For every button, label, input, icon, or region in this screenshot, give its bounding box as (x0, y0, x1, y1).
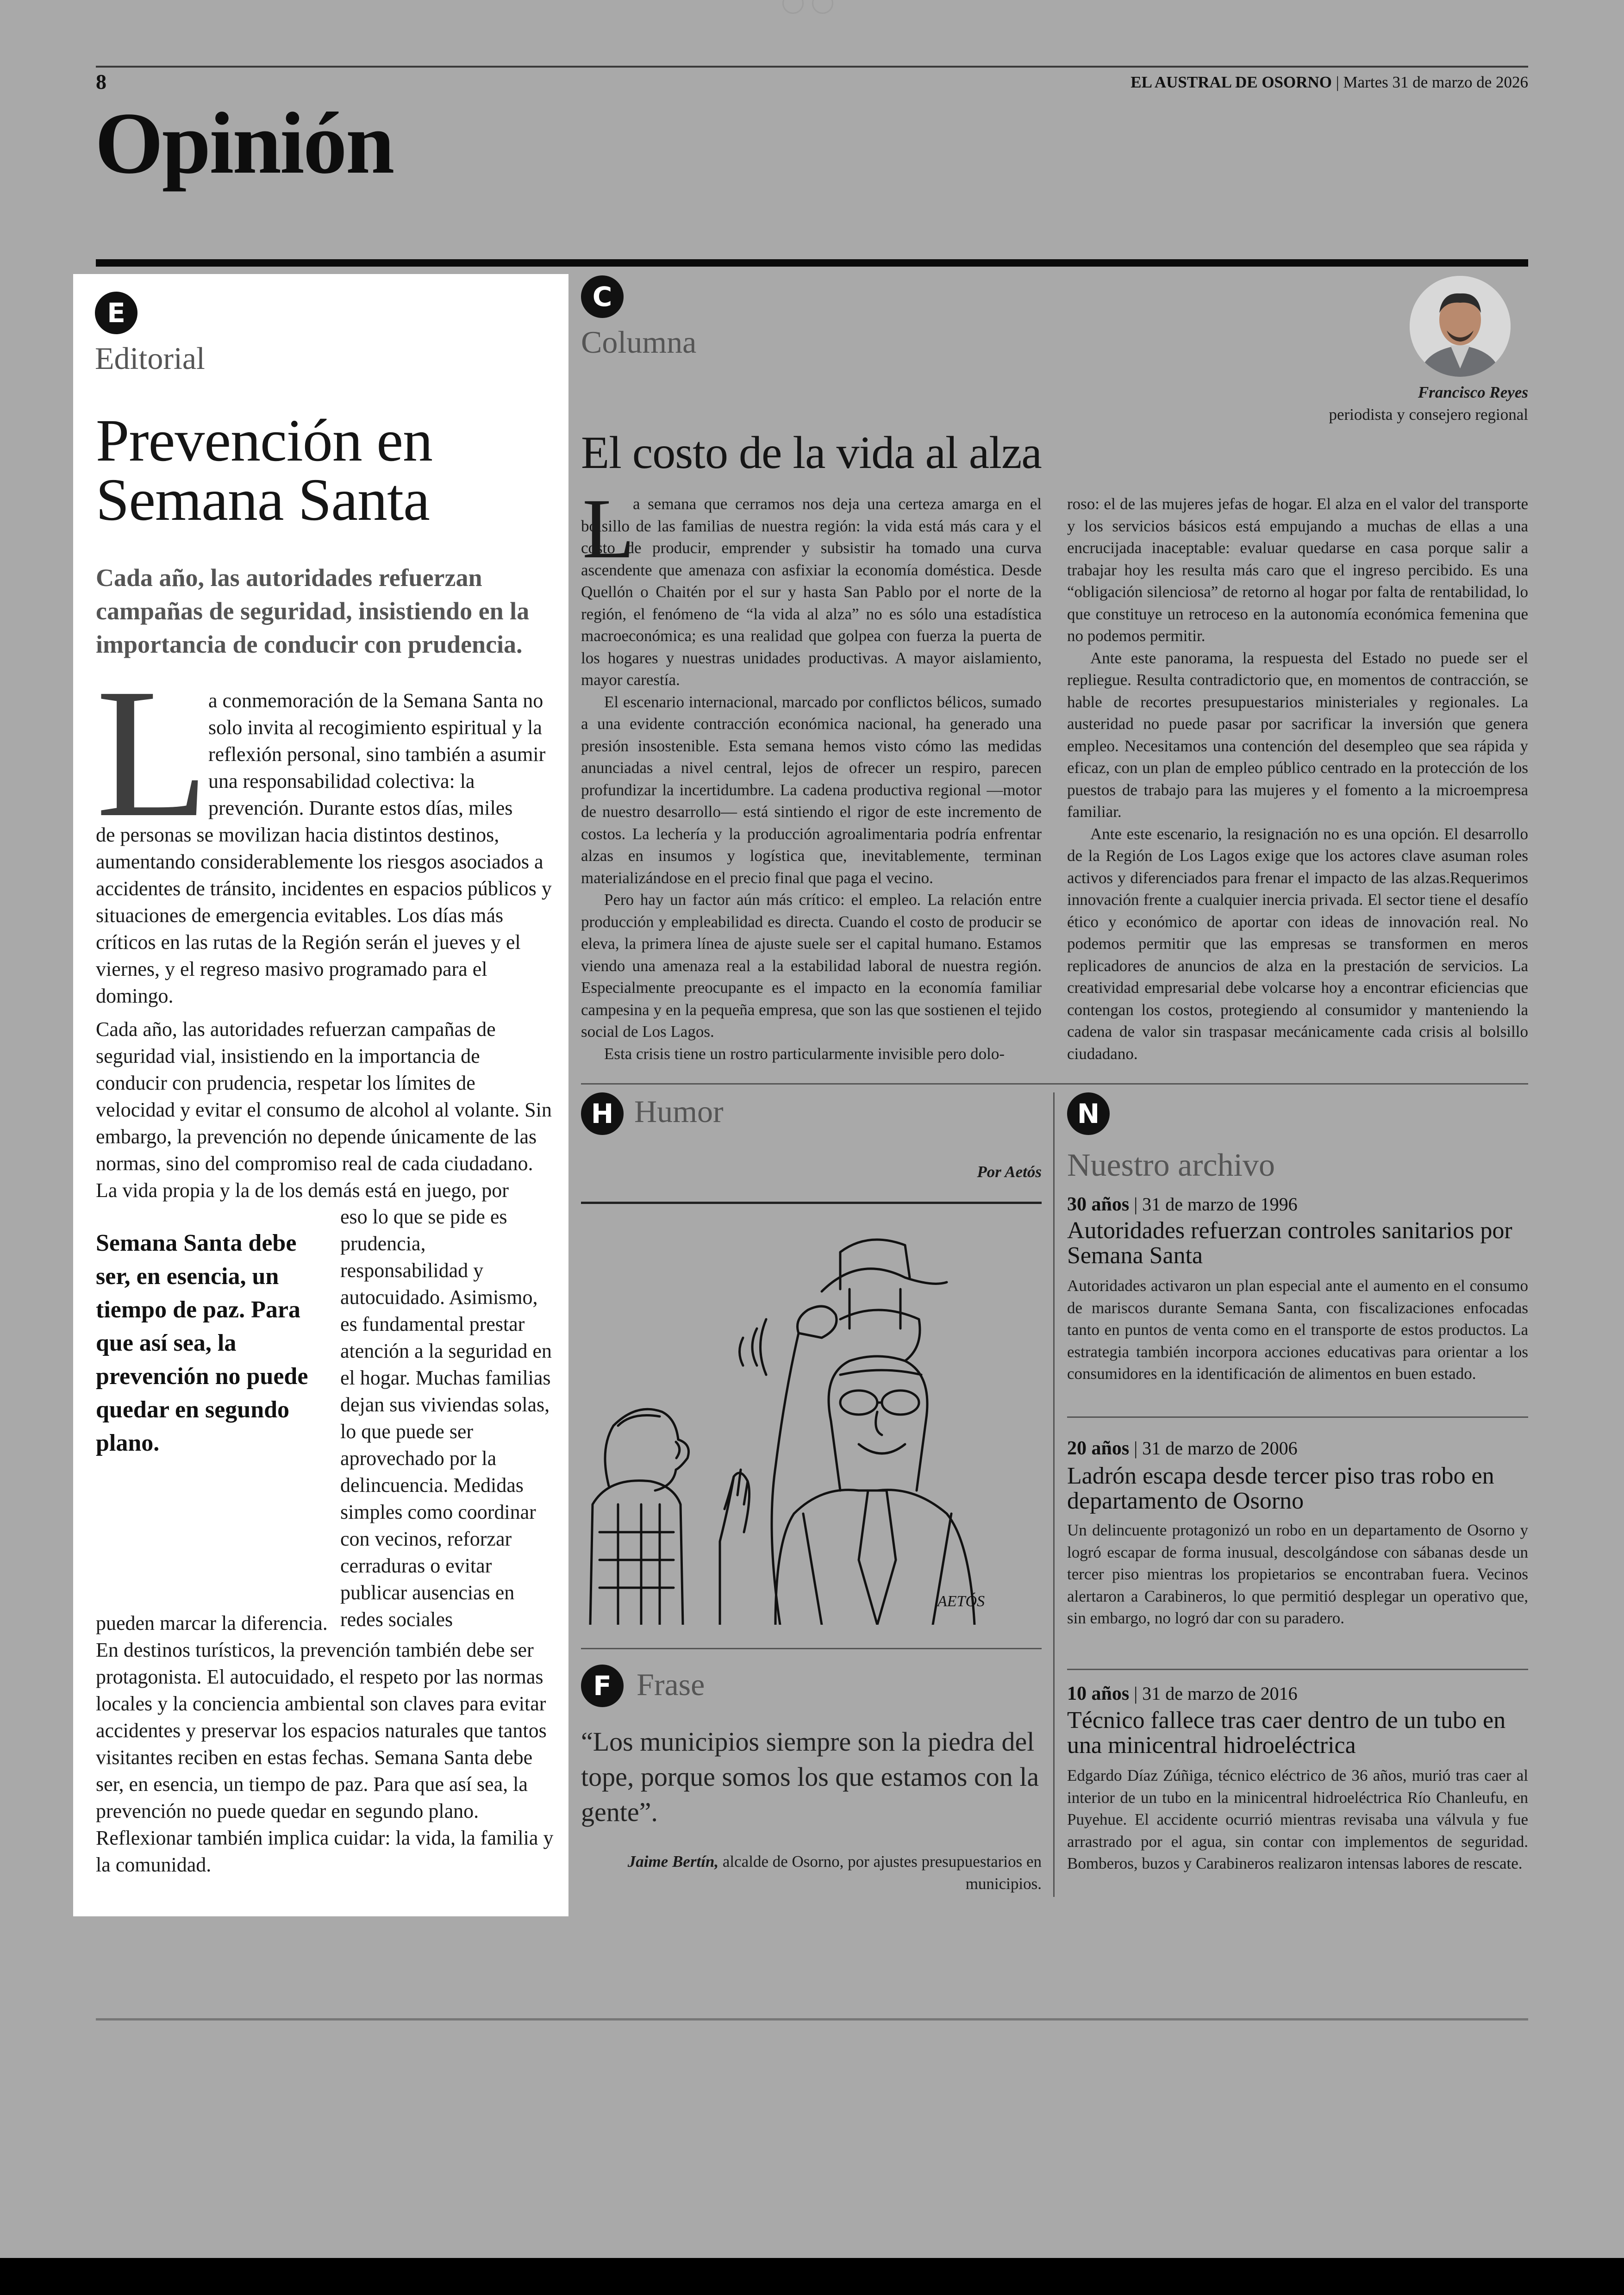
archive-item-3-title: Técnico fallece tras caer dentro de un tubo en una minicentral hidroeléctrica (1067, 1707, 1506, 1759)
viewer-bottom-bar (0, 2258, 1624, 2295)
frase-rule (581, 1648, 1042, 1649)
issue-date: Martes 31 de marzo de 2026 (1343, 73, 1528, 91)
viewer-controls[interactable] (782, 0, 843, 12)
column-dropcap: L (582, 481, 635, 576)
cartoon-signature: AETÓS (937, 1593, 985, 1610)
archive-item-years (1067, 1683, 1298, 1705)
section-rule (96, 259, 1528, 267)
archive-item-2-years: 20 años (1067, 1438, 1130, 1459)
author-photo (1410, 276, 1511, 377)
humor-byline: Por Aetós (977, 1163, 1042, 1181)
column-author-name: Francisco Reyes (1418, 383, 1528, 401)
vertical-divider (1053, 1092, 1055, 1897)
newspaper-name: EL AUSTRAL DE OSORNO (1131, 73, 1332, 91)
column-paragraph: Pero hay un factor aún más crítico: el empleo. La relación entre producción y empleabilidad es directa. Cuando el costo de producir se eleva, la primera línea de ajuste suele ser el capital humano. Estamos viendo una amenaza real a la estabilidad laboral de nuestra región. Especialmente preocupante es el impacto en la economía familiar campesina y en la pequeña empresa, que son las que sostienen el tejido social de Los Lagos. (581, 891, 1042, 1041)
page-number: 8 (96, 70, 106, 94)
dateline (1131, 73, 1528, 92)
humor-badge: H (581, 1092, 624, 1135)
frase-quote: “Los municipios siempre son la piedra del tope, porque somos los que estamos con la gente”. (581, 1727, 1039, 1827)
editorial-dropcap: L (96, 650, 209, 855)
frase-author-role: alcalde de Osorno, por ajustes presupuestarios en municipios. (722, 1852, 1042, 1893)
column-kicker: Columna (581, 324, 697, 360)
column-author-role: periodista y consejero regional (1329, 405, 1528, 424)
archive-item-1-title: Autoridades refuerzan controles sanitarios por Semana Santa (1067, 1217, 1512, 1269)
editorial-paragraph-3: En destinos turísticos, la prevención también debe ser protagonista. El autocuidado, el respeto por las normas locales y la conciencia ambiental son claves para evitar accidentes y preservar los espacios naturales que tantos visitantes reciben en estas fechas. Semana Santa debe ser, en esencia, un tiempo de paz. Para que así sea, la prevención no puede quedar en segundo plano. Reflexionar también implica cuidar: la vida, la familia y la comunidad. (96, 1639, 554, 1876)
archive-item-3-date: | 31 de marzo de 2016 (1134, 1683, 1298, 1704)
prev-page-icon[interactable] (782, 0, 804, 14)
column-badge: C (581, 275, 624, 318)
column-paragraph: roso: el de las mujeres jefas de hogar. El alza en el valor del transporte y los servicios básicos está empujando a muchas de ellas a una encrucijada inaceptable: evaluar quedarse en casa porque salir a trabajar hoy les resulta más caro que el ingreso percibido. Es una “obligación silenciosa” de retorno al hogar por falta de rentabilidad, lo que constituye un retroceso en la autonomía económica femenina que no podemos permitir. (1067, 495, 1528, 645)
humor-cartoon (581, 1208, 1042, 1625)
archive-item-1-text: Autoridades activaron un plan especial ante el aumento en el consumo de mariscos durante Semana Santa, con fiscalizaciones enfocadas tanto en puntos de venta como en el transporte de estos productos. La estrategia también incorpora acciones educativas para orientar a los consumidores en la identificación de alimentos en buen estado. (1067, 1277, 1528, 1383)
editorial-paragraph-2-continued: eso lo que se pide es prudencia, responsabilidad y autocuidado. Asimismo, es fundamental prestar atención a la seguridad en el hogar. Muchas familias dejan sus viviendas solas, lo que puede ser aprovechado por la delincuencia. Medidas simples como coordinar con vecinos, reforzar cerraduras o evitar publicar ausencias en redes sociales (340, 1205, 552, 1631)
section-title: Opinión (95, 95, 394, 192)
frase-badge: F (581, 1665, 624, 1707)
author-portrait-icon (1410, 276, 1511, 377)
humor-rule (581, 1202, 1042, 1204)
humor-kicker: Humor (634, 1094, 724, 1129)
page-bottom-rule (96, 2018, 1528, 2021)
archive-kicker: Nuestro archivo (1067, 1148, 1275, 1183)
column-paragraph: Esta crisis tiene un rostro particularmente invisible pero dolo- (604, 1044, 1005, 1063)
archive-item-3-text: Edgardo Díaz Zúñiga, técnico eléctrico de 36 años, murió tras caer al interior de un tubo en la minicentral hidroeléctrica Río Chanleufu, en Puyehue. El accidente ocurrió mientras revisaba una válvula y fue arrastrado por el agua, sin contar con implementos de seguridad. Bomberos, buzos y Carabineros realizaron intensas labores de rescate. (1067, 1766, 1528, 1872)
frase-kicker: Frase (637, 1667, 705, 1702)
editorial-badge: E (95, 292, 137, 334)
dateline-separator: | (1336, 73, 1339, 91)
frase-attribution (581, 1851, 1042, 1895)
column-text-col2 (1067, 493, 1528, 1065)
column-title: El costo de la vida al alza (581, 427, 1042, 478)
column-bottom-rule (581, 1083, 1528, 1085)
editorial-paragraph-2-end: pueden marcar la diferencia. (96, 1612, 328, 1634)
archive-item-1-years: 30 años (1067, 1194, 1130, 1215)
frase-author: Jaime Bertín, (627, 1852, 719, 1871)
editorial-title: Prevención en Semana Santa (96, 407, 433, 533)
archive-item-2-title: Ladrón escapa desde tercer piso tras robo en departamento de Osorno (1067, 1463, 1494, 1514)
archive-item-years (1067, 1437, 1298, 1459)
archive-separator (1067, 1669, 1528, 1670)
column-paragraph: El escenario internacional, marcado por conflictos bélicos, sumado a una evidente contracción económica nacional, ha generado una presión insostenible. Esta semana hemos visto cómo las medidas anunciadas a nivel central, lejos de ofrecer un respiro, parecen profundizar la incertidumbre. La cadena productiva regional —motor de nuestro desarrollo— está sintiendo el rigor de este incremento de costos. La lechería y la producción agroalimentaria podría enfrentar alzas en insumos y logística que, inevitablemente, terminan materializándose en el precio final que paga el vecino. (581, 692, 1042, 887)
editorial-pull-quote: Semana Santa debe ser, en esencia, un tiempo de paz. Para que así sea, la prevención no puede quedar en segundo plano. (96, 1230, 308, 1456)
archive-separator (1067, 1416, 1528, 1418)
archive-item-3-years: 10 años (1067, 1683, 1130, 1704)
archive-badge: N (1067, 1092, 1110, 1135)
column-paragraph: Ante este panorama, la respuesta del Estado no puede ser el repliegue. Resulta contradictorio que, en momentos de contracción, se hable de recortes presupuestarios ministeriales y regionales. La austeridad no puede pasar por sacrificar la inversión que genera empleo. Necesitamos una contención del desempleo que sea rápida y eficaz, con un plan de empleo público centrado en la protección de los puestos de trabajo para las mujeres y el fomento a la microempresa familiar. (1067, 649, 1528, 821)
column-paragraph: Ante este escenario, la resignación no es una opción. El desarrollo de la Región de Los Lagos exige que los actores clave asuman roles activos y diferenciados para frenar el impacto de las alzas.Requerimos innovación frente a cualquier inercia privada. El sector tiene el desafío ético y económico de aportar con ideas de innovación real. No podemos permitir que las empresas se transformen en meros replicadores de anuncios de alza en la prestación de servicios. La creatividad empresarial debe volcarse hoy a encontrar eficiencias que contengan los costos, protegiendo al consumidor y manteniendo la cadena de valor sin traspasar mecánicamente cada crisis al bolsillo ciudadano. (1067, 824, 1528, 1063)
archive-item-1-date: | 31 de marzo de 1996 (1134, 1194, 1298, 1215)
column-paragraph: a semana que cerramos nos deja una certeza amarga en el bolsillo de las familias de nuestra región: la vida está más cara y el costo de producir, emprender y subsistir ha tomado una curva ascendente que amenaza con asfixiar la economía doméstica. Desde Quellón o Chaitén por el sur y hasta San Pablo por el norte de la región, el fenómeno de “la vida al alza” no es sólo una estadística macroeconómica; es una realidad que golpea con fuerza la puerta de los hogares y nuestras unidades productivas. A mayor aislamiento, mayor carestía. (581, 495, 1042, 689)
archive-item-2-date: | 31 de marzo de 2006 (1134, 1438, 1298, 1459)
editorial-paragraph-1-start: a conmemoración de la Semana Santa no solo invita al recogimiento espiritual y la reflexión personal, sino también a asumir una responsabilidad colectiva: la prevención. Durante estos días, miles (208, 689, 546, 819)
editorial-paragraph-2: Cada año, las autoridades refuerzan campañas de seguridad vial, insistiendo en la importancia de conducir con prudencia, respetar los límites de velocidad y evitar el consumo de alcohol al volante. Sin embargo, la prevención no depende únicamente de las normas, sino del compromiso real de cada ciudadano. La vida propia y la de los demás está en juego, por (96, 1018, 552, 1202)
editorial-kicker: Editorial (95, 341, 205, 376)
editorial-paragraph-1-rest: de personas se movilizan hacia distintos destinos, aumentando considerablemente los riesgos asociados a accidentes de tránsito, incidentes en espacios públicos y situaciones de emergencia evitables. Los días más críticos en las rutas de la Región serán el jueves y el viernes, y el regreso masivo programado para el domingo. (96, 823, 552, 1007)
next-page-icon[interactable] (812, 0, 833, 14)
archive-item-years (1067, 1193, 1298, 1216)
header-rule (96, 66, 1528, 68)
editorial-lead: Cada año, las autoridades refuerzan campañas de seguridad, insistiendo en la importancia de conducir con prudencia. (96, 564, 530, 658)
column-text-col1 (581, 481, 1042, 1065)
archive-item-2-text: Un delincuente protagonizó un robo en un departamento de Osorno y logró escapar de forma inusual, descolgándose con sábanas desde un tercer piso mientras los propietarios se encontraban fuera. Vecinos alertaron a Carabineros, lo que permitió desplegar un operativo que, sin embargo, no logró dar con su paradero. (1067, 1521, 1528, 1627)
cartoon-illustration-icon (581, 1208, 1042, 1625)
